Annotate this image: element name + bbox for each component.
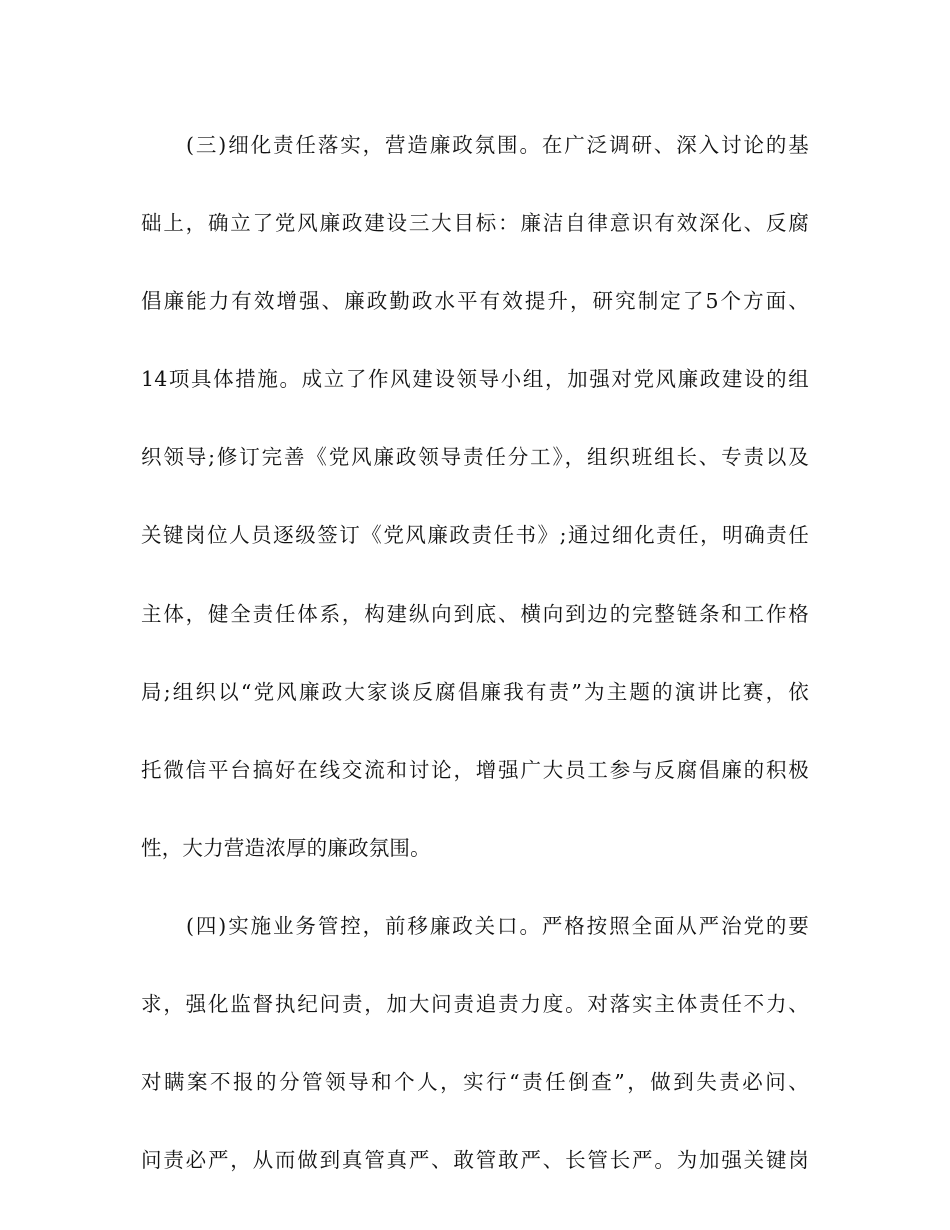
paragraph-3-line-2: 础上，确立了党风廉政建设三大目标：廉洁自律意识有效深化、反腐 <box>141 211 809 236</box>
paragraph-3-line-3: 倡廉能力有效增强、廉政勤政水平有效提升，研究制定了5个方面、 <box>141 289 809 314</box>
paragraph-4-line-2: 求，强化监督执纪问责，加大问责追责力度。对落实主体责任不力、 <box>141 992 809 1017</box>
paragraph-4-line-1: (四)实施业务管控，前移廉政关口。严格按照全面从严治党的要 <box>186 913 809 938</box>
paragraph-4-line-4: 问责必严，从而做到真管真严、敢管敢严、长管长严。为加强关键岗 <box>141 1148 809 1173</box>
document-body <box>141 123 809 1216</box>
paragraph-3-line-6: 关键岗位人员逐级签订《党风廉政责任书》;通过细化责任，明确责任 <box>141 523 809 548</box>
paragraph-3-line-10: 性，大力营造浓厚的廉政氛围。 <box>141 835 431 860</box>
paragraph-3-line-8: 局;组织以“党风廉政大家谈反腐倡廉我有责”为主题的演讲比赛，依 <box>141 679 809 704</box>
paragraph-3-line-7: 主体，健全责任体系，构建纵向到底、横向到边的完整链条和工作格 <box>141 601 809 626</box>
paragraph-3-line-1: (三)细化责任落实，营造廉政氛围。在广泛调研、深入讨论的基 <box>186 133 809 157</box>
paragraph-3-line-5: 织领导;修订完善《党风廉政领导责任分工》，组织班组长、专责以及 <box>141 445 809 470</box>
paragraph-3-line-4: 14项具体措施。成立了作风建设领导小组，加强对党风廉政建设的组 <box>141 367 809 392</box>
paragraph-4-line-3: 对瞒案不报的分管领导和个人，实行“责任倒查”，做到失责必问、 <box>141 1070 809 1095</box>
paragraph-3-line-9: 托微信平台搞好在线交流和讨论，增强广大员工参与反腐倡廉的积极 <box>141 757 809 782</box>
